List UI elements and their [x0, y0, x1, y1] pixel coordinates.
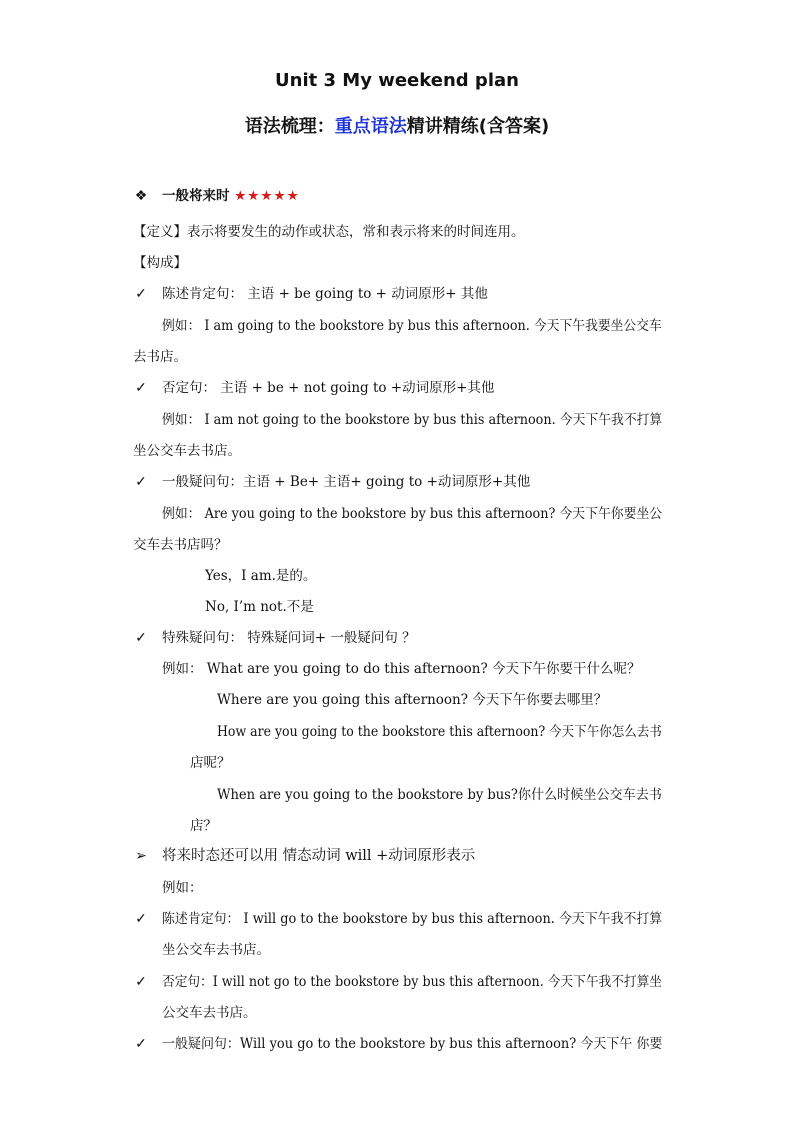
check-icon: ✓ — [135, 911, 147, 927]
subtitle-suffix: 精讲精练(含答案) — [406, 116, 550, 137]
special-example-2: Where are you going this afternoon? 今天下午你要去哪里？ — [217, 692, 608, 708]
diamond-bullet-icon: ❖ — [134, 188, 148, 204]
check-icon: ✓ — [135, 286, 147, 302]
negative-rule: 否定句： 主语 + be + not going to +动词原形+其他 — [162, 380, 495, 396]
section-heading — [162, 186, 300, 206]
answer-no: No, I’m not.不是 — [205, 599, 314, 615]
question-rule: 一般疑问句：主语 + Be+ 主语+ going to +动词原形+其他 — [162, 474, 531, 490]
special-question-rule: 特殊疑问句： 特殊疑问词+ 一般疑问句 ？ — [162, 630, 416, 646]
document-subtitle — [0, 112, 794, 138]
definition-text: 【定义】表示将要发生的动作或状态，常和表示将来的时间连用。 — [133, 224, 525, 240]
special-example-1: 例如： What are you going to do this afternoon? 今天下午你要干什么呢？ — [162, 661, 641, 677]
affirmative-example-line2: 去书店。 — [133, 349, 187, 365]
negative-example-line2: 坐公交车去书店。 — [133, 443, 241, 459]
check-icon: ✓ — [135, 380, 147, 396]
document-title: Unit 3 My weekend plan — [275, 70, 519, 91]
will-negative-line1: 否定句：I will not go to the bookstore by bus this afternoon. 今天下午我不打算坐 — [162, 974, 662, 990]
special-example-3b: 店呢？ — [190, 755, 231, 771]
check-icon: ✓ — [135, 630, 147, 646]
structure-label: 【构成】 — [133, 255, 187, 271]
will-question-line1: 一般疑问句：Will you go to the bookstore by bus this afternoon? 今天下午 你要 — [162, 1036, 663, 1052]
arrow-bullet-icon: ➢ — [135, 848, 147, 864]
check-icon: ✓ — [135, 474, 147, 490]
check-icon: ✓ — [135, 974, 147, 990]
answer-yes: Yes，I am.是的。 — [205, 568, 317, 584]
will-example-label: 例如： — [162, 880, 203, 896]
rating-stars: ★★★★★ — [234, 188, 300, 204]
will-negative-line2: 公交车去书店。 — [162, 1005, 257, 1021]
affirmative-rule: 陈述肯定句： 主语 + be going to + 动词原形+ 其他 — [162, 286, 488, 302]
subtitle-highlight: 重点语法 — [334, 116, 407, 137]
question-example-line2: 交车去书店吗？ — [133, 537, 228, 553]
affirmative-example-line1: 例如： I am going to the bookstore by bus this afternoon. 今天下午我要坐公交车 — [162, 318, 662, 334]
special-example-4b: 店？ — [190, 818, 217, 834]
will-affirmative-line2: 坐公交车去书店。 — [162, 942, 270, 958]
check-icon: ✓ — [135, 1036, 147, 1052]
negative-example-line1: 例如： I am not going to the bookstore by bus this afternoon. 今天下午我不打算 — [162, 412, 663, 428]
subtitle-prefix: 语法梳理： — [244, 116, 335, 137]
special-example-4a: When are you going to the bookstore by bus?你什么时候坐公交车去书 — [217, 787, 662, 803]
will-intro: 将来时态还可以用 情态动词 will +动词原形表示 — [162, 848, 476, 864]
section-heading-text: 一般将来时 — [162, 188, 230, 204]
will-affirmative-line1: 陈述肯定句： I will go to the bookstore by bus this afternoon. 今天下午我不打算 — [162, 911, 663, 927]
question-example-line1: 例如： Are you going to the bookstore by bus this afternoon? 今天下午你要坐公 — [162, 506, 663, 522]
special-example-3a: How are you going to the bookstore this afternoon? 今天下午你怎么去书 — [217, 724, 662, 740]
